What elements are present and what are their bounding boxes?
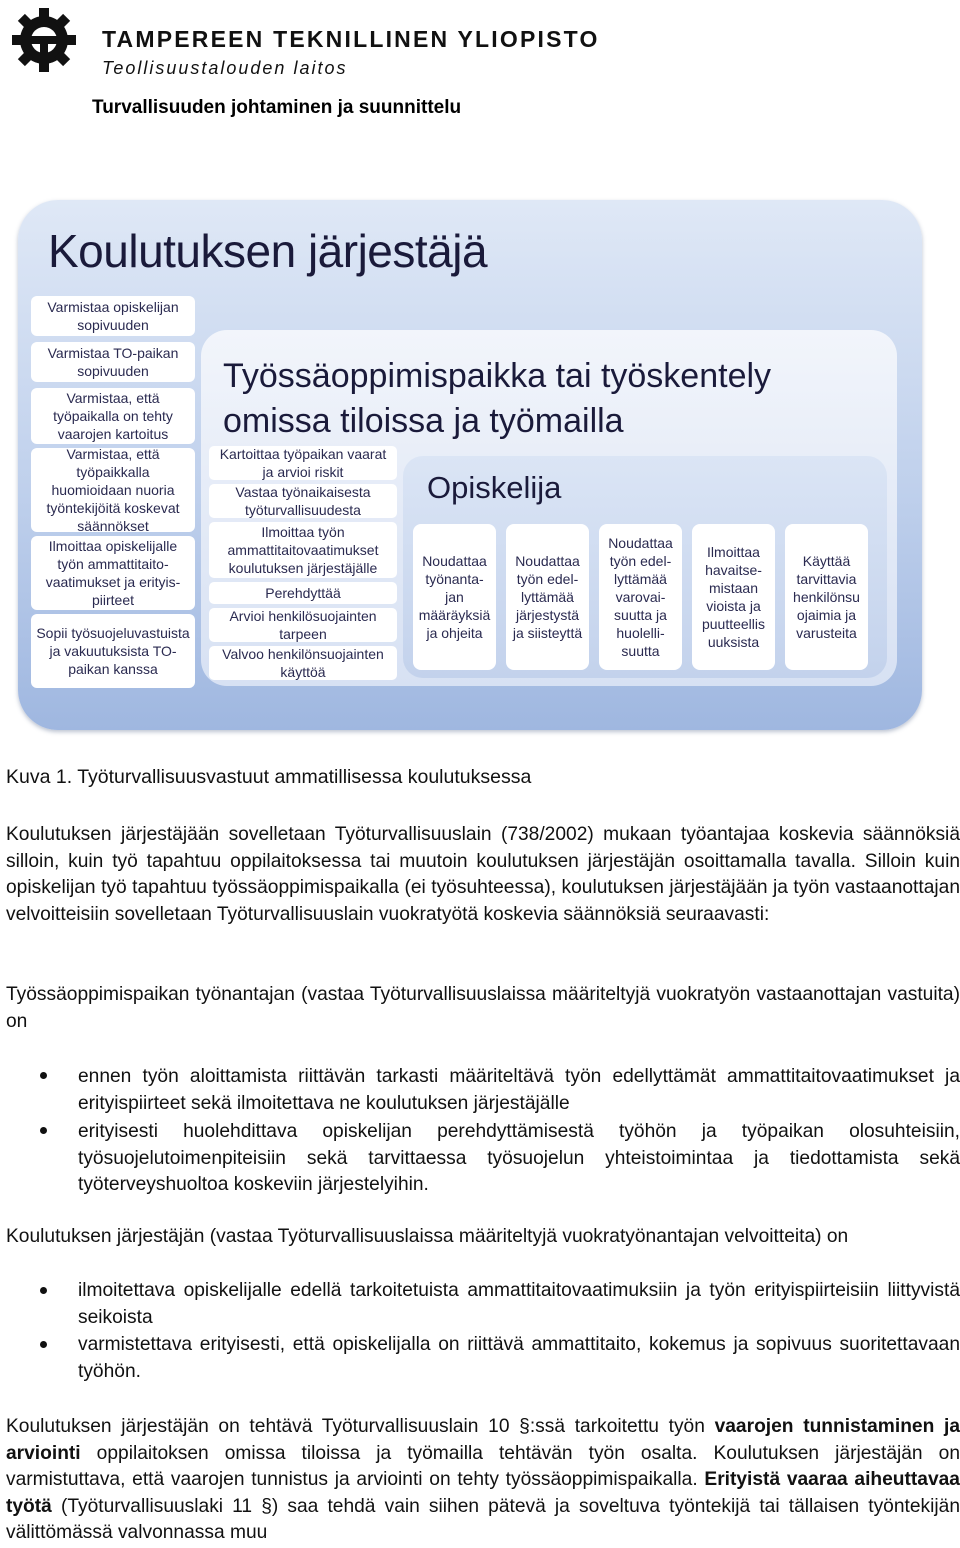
figure-caption: Kuva 1. Työturvallisuusvastuut ammatillisessa koulutuksessa	[6, 766, 532, 788]
outer-box: Varmistaa TO-paikan sopivuuden	[31, 342, 195, 382]
workplace-box: Ilmoittaa työn ammattitaitovaatimukset koulutuksen järjestäjälle	[209, 522, 397, 578]
diagram-outer-title: Koulutuksen järjestäjä	[48, 225, 488, 277]
p4-text: (Työturvallisuuslaki 11 §) saa tehdä vain siihen pätevä ja soveltuva työntekijä tai tällaisen työntekijän välittömässä valvonnassa muu	[6, 1495, 960, 1543]
list-item: erityisesti huolehdittava opiskelijan perehdyttämisestä työhön ja työpaikan olosuhteisiin, työsuojelutoimenpiteisiin sekä tarvittaessa työsuojelun yhteistoimintaa ja tiedottamista sekä työterveyshuoltoa koskeviin järjestelyihin.	[78, 1121, 960, 1195]
p4-bold: Erityistä vaaraa aiheuttavaa työtä	[6, 1469, 960, 1517]
workplace-panel	[201, 330, 897, 686]
student-box: Noudattaa työnanta-jan määräyksiä ja ohjeita	[413, 524, 496, 670]
gear-logo-icon	[6, 4, 82, 76]
workplace-box: Perehdyttää	[209, 582, 397, 604]
workplace-box: Valvoo henkilönsuojainten käyttöä	[209, 646, 397, 680]
workplace-title-line1: Työssäoppimispaikka tai työskentely	[223, 357, 772, 395]
outer-box: Ilmoittaa opiskelijalle työn ammattitaito-vaatimukset ja erityis-piirteet	[31, 536, 195, 610]
student-panel	[403, 456, 887, 678]
bullet-dot	[40, 1341, 47, 1348]
bullet-dot	[40, 1072, 47, 1079]
outer-box: Varmistaa opiskelijan sopivuuden	[31, 296, 195, 336]
paragraph-3: Koulutuksen järjestäjän (vastaa Työturvallisuuslaissa määriteltyjä vuokratyönantajan velvoitteita) on	[6, 1226, 849, 1247]
header	[6, 4, 600, 78]
outer-box: Sopii työsuojeluvastuista ja vakuutuksista TO-paikan kanssa	[31, 614, 195, 688]
workplace-box: Arvioi henkilösuojainten tarpeen	[209, 608, 397, 642]
p4-text: Koulutuksen järjestäjän on tehtävä Työturvallisuuslain 10 §:ssä tarkoitettu työn	[6, 1416, 715, 1437]
student-box: Ilmoittaa havaitse-mistaan vioista ja puutteellis uuksista	[692, 524, 775, 670]
paragraph-4	[6, 1414, 960, 1547]
department-name: Teollisuustalouden laitos	[102, 58, 348, 78]
paragraph-2: Työssäoppimispaikan työnantajan (vastaa Työturvallisuuslaissa määriteltyjä vuokratyön vastaanottajan vastuita) on	[6, 984, 960, 1032]
university-name: TAMPEREEN TEKNILLINEN YLIOPISTO	[102, 26, 600, 52]
workplace-box: Vastaa työnaikaisesta työturvallisuudesta	[209, 484, 397, 518]
workplace-title	[223, 354, 771, 444]
outer-box: Varmistaa, että työpaikkalla huomioidaan nuoria työntekijöitä koskevat säännökset	[31, 448, 195, 532]
list-item: varmistettava erityisesti, että opiskelijalla on riittävä ammattitaito, kokemus ja sopivuus suoritettavaan työhön.	[78, 1334, 960, 1382]
p4-text: oppilaitoksen omissa tiloissa ja työmailla tehtävän työn osalta. Koulutuksen järjestäjän on varmistuttava, että vaarojen tunnistus ja arviointi on tehty työssäoppimispaikalla.	[6, 1442, 960, 1490]
workplace-title-line2: omissa tiloissa ja työmailla	[223, 402, 624, 440]
student-box: Noudattaa työn edel-lyttämää järjestystä ja siisteyttä	[506, 524, 589, 670]
responsibility-diagram	[18, 200, 922, 730]
paragraph-1: Koulutuksen järjestäjään sovelletaan Työturvallisuuslain (738/2002) mukaan työantajaa koskevia säännöksiä silloin, kuin työ tapahtuu oppilaitoksessa tai muutoin koulutuksen järjestäjän osoittamalla tavalla. Silloin kuin opiskelijan työ tapahtuu työssäoppimispaikalla (ei työsuhteessa), koulutuksen järjestäjään ja työn vastaanottajan velvoitteisiin sovelletaan Työturvallisuuslain vuokratyötä koskevia säännöksiä seuraavasti:	[6, 824, 960, 925]
outer-box: Varmistaa, että työpaikalla on tehty vaarojen kartoitus	[31, 388, 195, 444]
list-item: ennen työn aloittamista riittävän tarkasti määriteltävä työn edellyttämät ammattitaitovaatimukset ja erityispiirteet sekä ilmoitettava ne koulutuksen järjestäjälle	[78, 1066, 960, 1114]
p4-bold: vaarojen tunnistaminen ja arviointi	[6, 1416, 960, 1464]
student-title: Opiskelija	[427, 470, 562, 505]
list-item: ilmoitettava opiskelijalle edellä tarkoitetuista ammattitaitovaatimuksiin ja työn erityispiirteisiin liittyvistä seikoista	[78, 1280, 960, 1328]
document-title: Turvallisuuden johtaminen ja suunnittelu	[92, 97, 462, 118]
workplace-box: Kartoittaa työpaikan vaarat ja arvioi riskit	[209, 446, 397, 480]
bullet-dot	[40, 1287, 47, 1294]
bullet-dot	[40, 1127, 47, 1134]
student-box: Käyttää tarvittavia henkilönsu ojaimia ja varusteita	[785, 524, 868, 670]
student-box: Noudattaa työn edel-lyttämää varovai-suutta ja huolelli-suutta	[599, 524, 682, 670]
